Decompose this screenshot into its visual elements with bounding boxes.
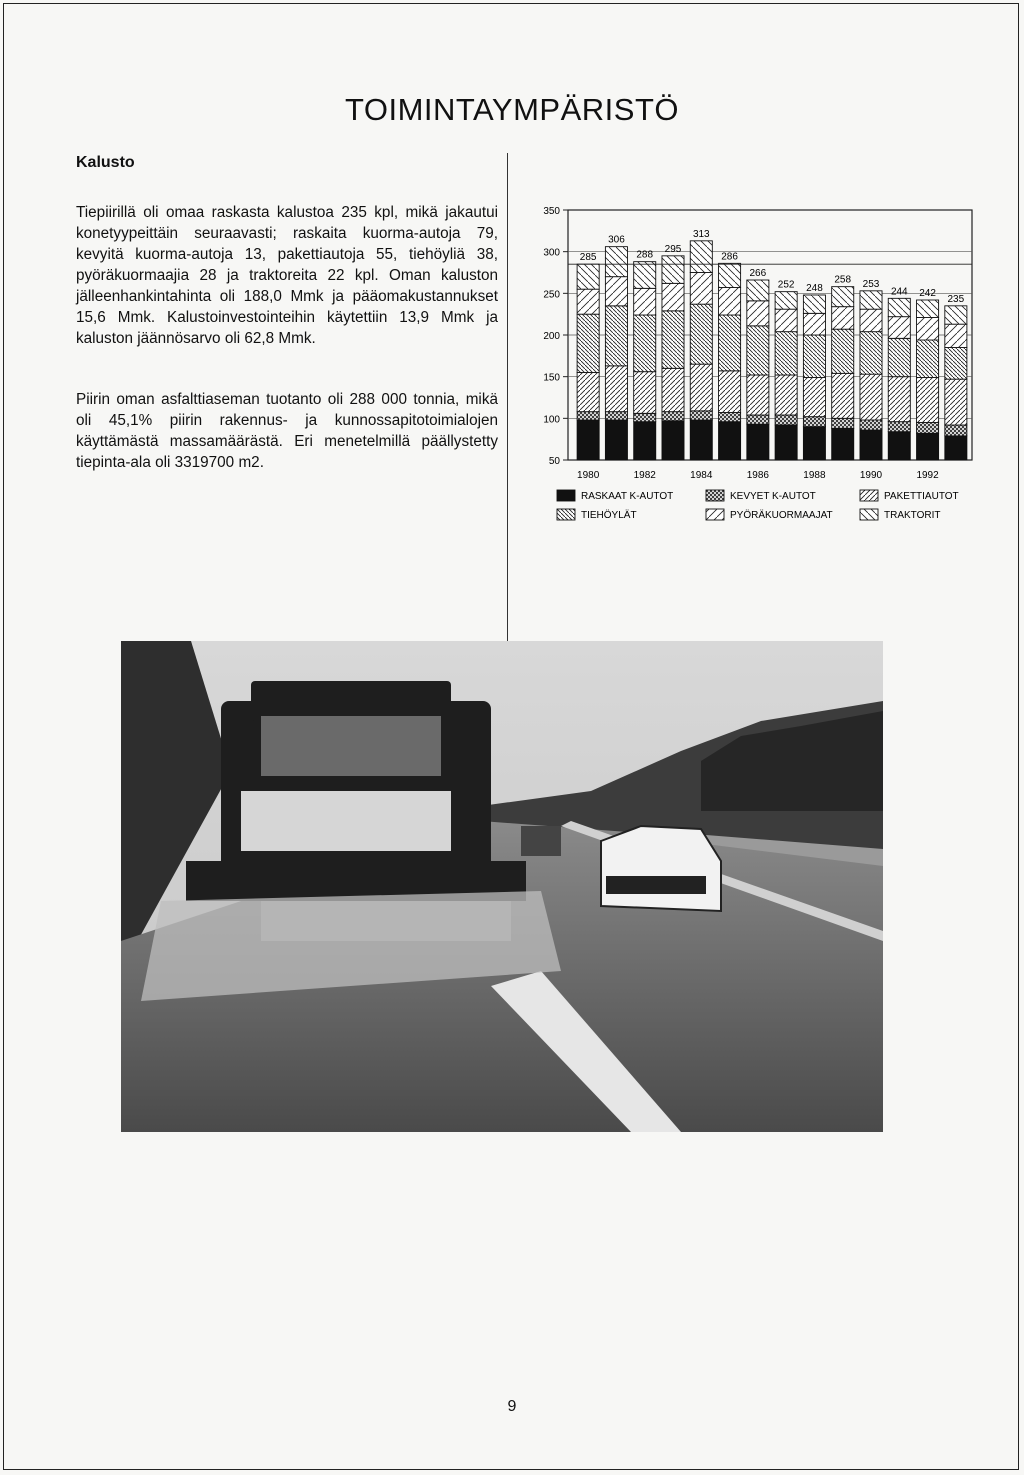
bar-segment: [888, 298, 910, 316]
bar-total-label: 242: [919, 288, 936, 299]
y-tick-label: 250: [543, 289, 560, 301]
bar-segment: [775, 332, 797, 375]
bar-segment: [577, 420, 599, 460]
bar-segment: [634, 262, 656, 289]
bar-segment: [832, 329, 854, 373]
bar-segment: [747, 375, 769, 415]
bar-segment: [747, 301, 769, 326]
bar-segment: [803, 427, 825, 460]
y-tick-label: 300: [543, 247, 560, 259]
bar-segment: [775, 425, 797, 460]
bar-segment: [719, 315, 741, 371]
bar-segment: [945, 348, 967, 380]
bar-total-label: 313: [692, 228, 710, 240]
bar-segment: [577, 373, 599, 412]
bar-segment: [945, 306, 967, 324]
bar-segment: [832, 428, 854, 460]
bar-segment: [803, 378, 825, 417]
bar-total-label: 258: [834, 274, 852, 286]
bar-segment: [860, 430, 882, 460]
bar-segment: [634, 315, 656, 372]
section-title: Kalusto: [76, 154, 135, 171]
bar-total-label: 253: [862, 278, 880, 290]
bar-segment: [775, 309, 797, 332]
bar-segment: [690, 241, 712, 273]
bar-total-label: 295: [664, 243, 682, 255]
legend-swatch: [860, 509, 878, 520]
bar-segment: [662, 256, 684, 283]
bar-total-label: 288: [636, 249, 654, 261]
y-tick-label: 200: [543, 331, 560, 342]
bar-segment: [634, 372, 656, 414]
bar-total-label: 248: [806, 283, 823, 294]
bar-total-label: 306: [608, 234, 625, 246]
bar-segment: [690, 273, 712, 305]
bar-segment: [888, 338, 910, 376]
legend-label: PYÖRÄKUORMAAJAT: [730, 510, 833, 521]
legend-swatch: [706, 509, 724, 520]
bar-segment: [605, 306, 627, 366]
bar-segment: [634, 288, 656, 315]
legend-label: PAKETTIAUTOT: [884, 491, 959, 502]
y-tick-label: 100: [543, 414, 560, 426]
bar-segment: [719, 263, 741, 287]
bar-segment: [888, 422, 910, 432]
y-tick-label: 50: [548, 456, 560, 467]
bar-segment: [662, 283, 684, 311]
bar-segment: [719, 413, 741, 422]
bar-segment: [747, 424, 769, 460]
bar-segment: [719, 422, 741, 460]
equipment-stacked-bar-chart: [525, 205, 995, 535]
road-maintenance-photo: [121, 641, 883, 1132]
bar-total-label: 244: [890, 286, 908, 298]
bar-segment: [662, 368, 684, 411]
bar-segment: [719, 288, 741, 316]
bar-segment: [945, 436, 967, 460]
bar-segment: [945, 425, 967, 436]
page-number: 9: [507, 1398, 517, 1415]
bar-total-label: 285: [579, 252, 597, 264]
bar-segment: [832, 373, 854, 418]
bar-segment: [917, 433, 939, 460]
x-tick-label: 1992: [916, 470, 939, 481]
x-tick-label: 1984: [690, 470, 713, 481]
bar-segment: [605, 366, 627, 412]
bar-segment: [945, 324, 967, 347]
bar-segment: [605, 277, 627, 306]
legend-label: TRAKTORIT: [884, 510, 941, 521]
bar-segment: [605, 412, 627, 420]
bar-segment: [577, 314, 599, 372]
bar-total-label: 252: [777, 279, 795, 291]
bar-segment: [832, 287, 854, 307]
legend-label: RASKAAT K-AUTOT: [581, 491, 674, 502]
bar-segment: [803, 295, 825, 313]
bar-segment: [662, 412, 684, 421]
bar-segment: [747, 280, 769, 301]
legend-label: KEVYET K-AUTOT: [730, 491, 816, 502]
legend-label: TIEHÖYLÄT: [581, 510, 637, 521]
bar-segment: [860, 332, 882, 375]
bar-segment: [917, 300, 939, 318]
body-paragraph: Piirin oman asfalttiaseman tuotanto oli 288 000 tonnia, mikä oli 45,1% piirin rakennus- ja kunnossapitotoimialojen käyttämästä massamäärästä. Eri menetelmillä päällystetty tiepinta-ala oli 3319700 m2.: [76, 391, 498, 471]
bar-segment: [775, 292, 797, 310]
y-tick-label: 150: [543, 372, 560, 384]
bar-segment: [860, 420, 882, 430]
body-paragraph: Tiepiirillä oli omaa raskasta kalustoa 235 kpl, mikä jakautui konetyypeittäin seuraavasti; raskaita kuorma-autoja 79, kevyitä kuorma-autoja 13, pakettiautoja 55, tiehöyliä 38, pyöräkuormaajia 28 ja traktoreita 22 kpl. Oman kaluston jälleenhankintahinta oli 188,0 Mmk ja pääomakustannukset 15,6 Mmk. Kalustoinvestointeihin käytettiin 13,9 Mmk ja kaluston jäännösarvo oli 62,8 Mmk.: [76, 204, 498, 347]
bar-segment: [860, 291, 882, 309]
bar-segment: [917, 340, 939, 378]
bar-segment: [803, 313, 825, 335]
bar-segment: [775, 415, 797, 425]
bar-segment: [577, 289, 599, 314]
column-divider: [507, 153, 508, 641]
x-tick-label: 1986: [746, 470, 769, 481]
bar-segment: [917, 423, 939, 434]
bar-segment: [662, 311, 684, 369]
bar-segment: [832, 418, 854, 428]
bar-segment: [888, 432, 910, 460]
bar-total-label: 266: [749, 268, 767, 279]
bar-segment: [577, 264, 599, 289]
bar-segment: [775, 375, 797, 415]
bar-segment: [860, 374, 882, 420]
bar-segment: [690, 420, 712, 460]
bar-segment: [634, 422, 656, 460]
bar-segment: [719, 371, 741, 413]
bar-segment: [634, 413, 656, 421]
x-tick-label: 1982: [633, 470, 656, 481]
bar-segment: [690, 304, 712, 364]
bar-segment: [690, 364, 712, 411]
y-tick-label: 350: [543, 206, 560, 217]
bar-total-label: 235: [947, 293, 965, 305]
legend-swatch: [557, 509, 575, 520]
bar-segment: [832, 307, 854, 330]
bar-segment: [577, 412, 599, 420]
bar-segment: [803, 417, 825, 427]
bar-segment: [662, 421, 684, 460]
page-heading: TOIMINTAYMPÄRISTÖ: [344, 92, 679, 127]
x-tick-label: 1980: [577, 470, 600, 481]
x-tick-label: 1988: [803, 470, 826, 481]
bar-segment: [605, 247, 627, 277]
legend-swatch: [860, 490, 878, 501]
bar-segment: [803, 335, 825, 378]
bar-segment: [605, 420, 627, 460]
bar-total-label: 286: [721, 251, 738, 263]
bar-segment: [917, 378, 939, 423]
bar-segment: [860, 309, 882, 332]
bar-segment: [690, 411, 712, 420]
bar-segment: [917, 318, 939, 341]
bar-segment: [945, 379, 967, 425]
bar-segment: [747, 326, 769, 375]
bar-segment: [747, 415, 769, 424]
x-tick-label: 1990: [859, 470, 883, 481]
legend-swatch: [706, 490, 724, 501]
bar-segment: [888, 377, 910, 422]
legend-swatch: [557, 490, 575, 501]
bar-segment: [888, 317, 910, 339]
